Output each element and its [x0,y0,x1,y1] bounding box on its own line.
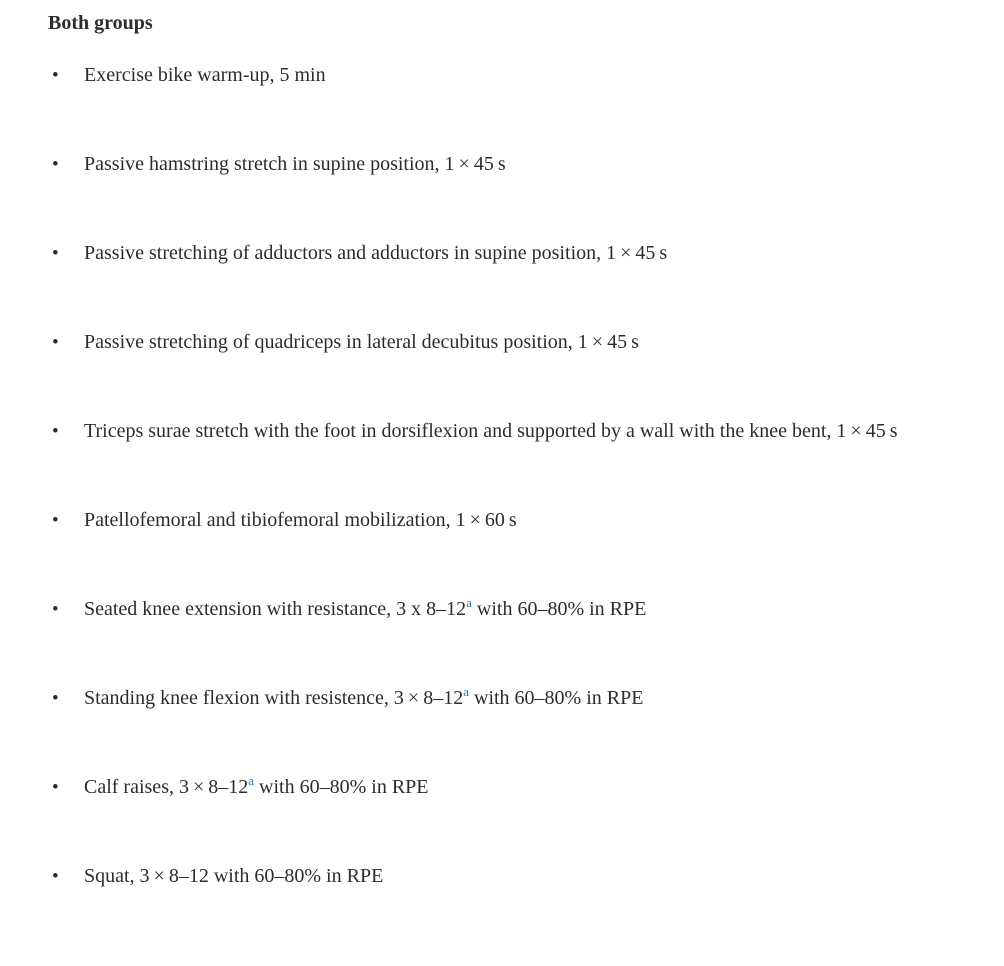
list-item-text: with 60–80% in RPE [469,687,644,709]
list-item [48,591,980,628]
list-item-text: Calf raises, 3 × 8–12 [84,776,249,798]
list-item-text: Triceps surae stretch with the foot in dorsiflexion and supported by a wall with the knee bent, 1 × 45 s [84,420,898,442]
section-heading: Both groups [48,12,153,34]
list-item [48,235,980,272]
list-item-text: with 60–80% in RPE [471,598,647,620]
footnote-link[interactable]: a [463,684,469,699]
bullet-icon: • [52,154,59,175]
bullet-icon: • [52,599,59,620]
bullet-icon: • [52,243,59,264]
exercise-list [48,57,980,895]
list-item-text: Exercise bike warm-up, 5 min [84,64,326,86]
list-item-text: Passive stretching of adductors and adductors in supine position, 1 × 45 s [84,242,668,264]
bullet-icon: • [52,421,59,442]
list-item [48,680,980,717]
list-item-text: Squat, 3 × 8–12 with 60–80% in RPE [84,865,384,887]
list-item-text: Passive stretching of quadriceps in lateral decubitus position, 1 × 45 s [84,331,639,353]
bullet-icon: • [52,510,59,531]
list-item [48,858,980,895]
list-item-text: Standing knee flexion with resistence, 3 × 8–12 [84,687,464,709]
bullet-icon: • [52,777,59,798]
list-item [48,769,980,806]
list-item-text: Passive hamstring stretch in supine position, 1 × 45 s [84,153,506,175]
list-item-text: with 60–80% in RPE [254,776,429,798]
list-item [48,57,980,94]
list-item [48,413,980,450]
list-item [48,324,980,361]
bullet-icon: • [52,65,59,86]
list-item [48,502,980,539]
bullet-icon: • [52,332,59,353]
footnote-link[interactable]: a [466,595,472,610]
list-item-text: Patellofemoral and tibiofemoral mobilization, 1 × 60 s [84,509,517,531]
bullet-icon: • [52,866,59,887]
list-item [48,146,980,183]
bullet-icon: • [52,688,59,709]
list-item-text: Seated knee extension with resistance, 3 x 8–12 [84,598,467,620]
footnote-link[interactable]: a [248,773,255,788]
